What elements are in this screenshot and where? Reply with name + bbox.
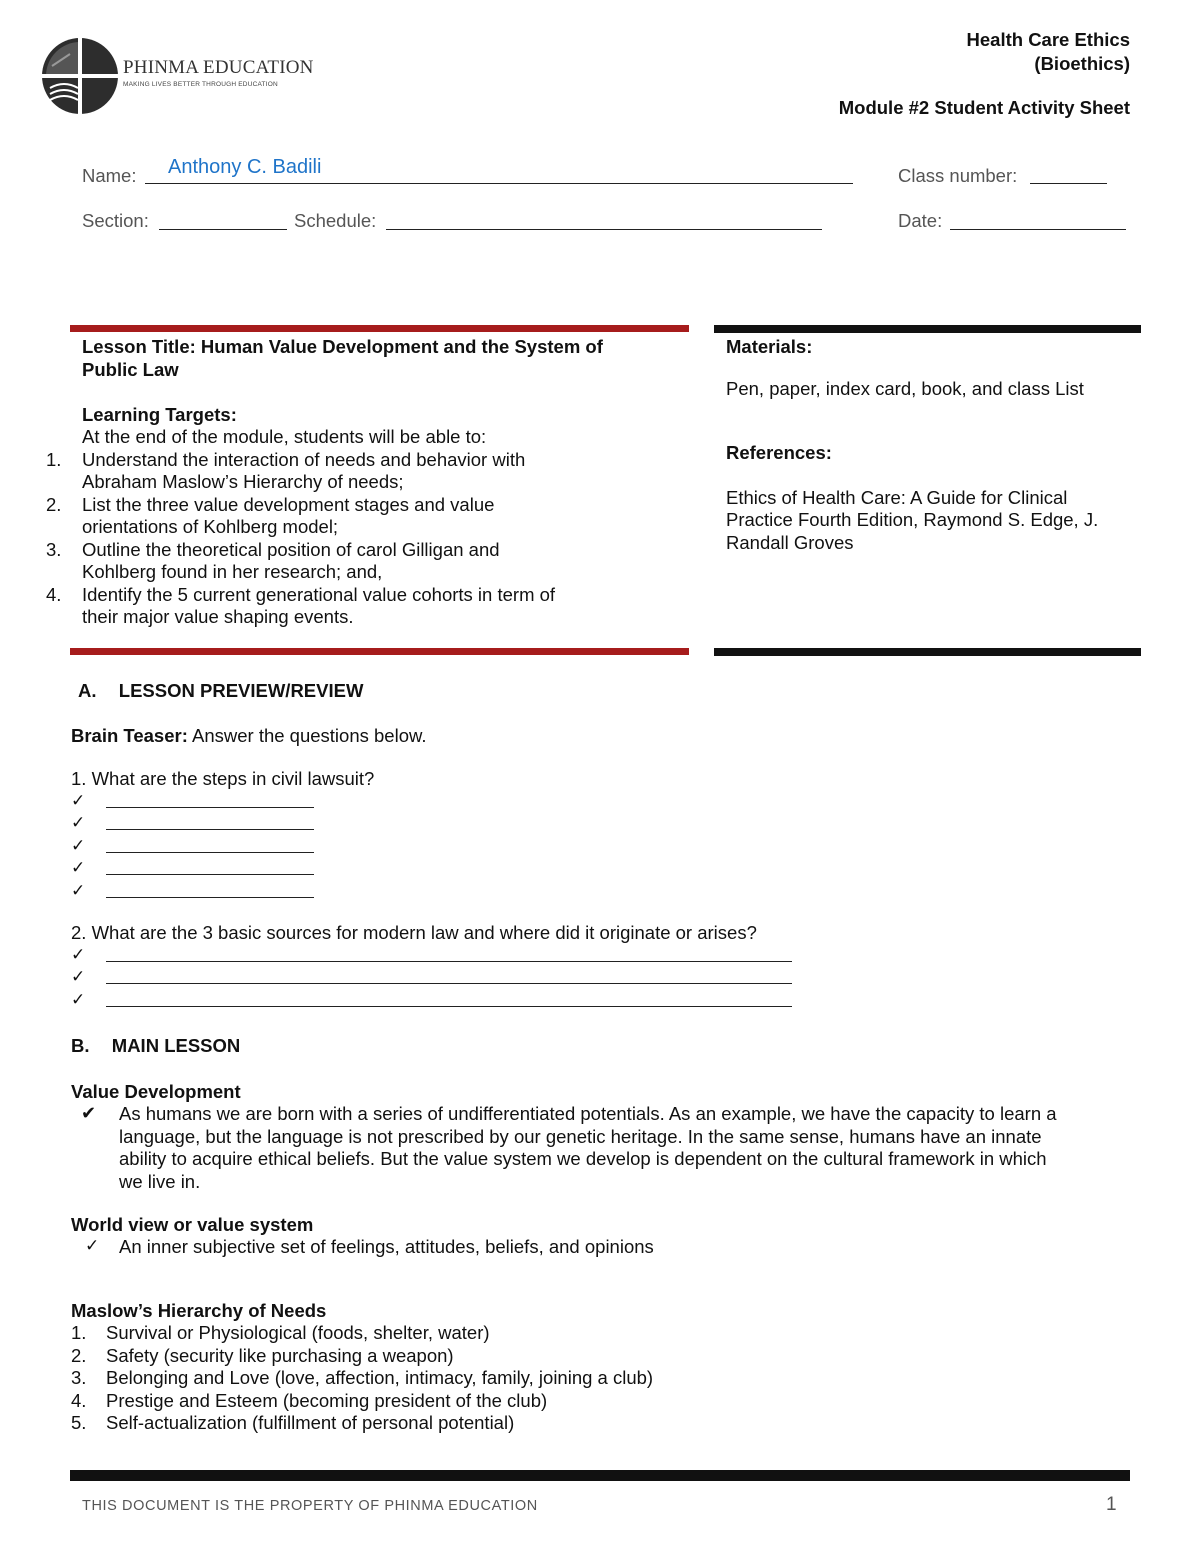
lesson-box-top-rule (70, 325, 689, 332)
phinma-emblem-icon (40, 36, 122, 118)
list-item (71, 1367, 653, 1390)
logo-wordmark: PHINMA EDUCATION (123, 57, 314, 78)
list-text: Kohlberg found in her research; and, (82, 561, 383, 582)
references-line: Practice Fourth Edition, Raymond S. Edge, J. (726, 509, 1099, 530)
paragraph-line: we live in. (119, 1170, 201, 1192)
list-item (12, 539, 682, 584)
learning-targets-heading: Learning Targets: (82, 403, 237, 425)
checkmark-icon: ✓ (71, 945, 86, 964)
answer-row[interactable] (71, 990, 801, 1012)
schedule-field-line[interactable] (386, 229, 822, 230)
footer-rule (70, 1470, 1130, 1481)
list-text: their major value shaping events. (82, 606, 354, 627)
section-field-line[interactable] (159, 229, 287, 230)
class-number-label: Class number: (898, 165, 1018, 186)
name-field-line[interactable] (145, 183, 853, 184)
lesson-box-bottom-rule (70, 648, 689, 655)
list-number: 1. (46, 448, 62, 470)
checkmark-icon: ✓ (71, 990, 86, 1009)
lesson-title-line2: Public Law (82, 358, 179, 380)
answer-line[interactable] (106, 983, 792, 984)
list-item (12, 449, 682, 494)
list-number: 4. (46, 583, 62, 605)
list-text: orientations of Kohlberg model; (82, 516, 339, 537)
paragraph-line: As humans we are born with a series of undifferentiated potentials. As an example, we have the capacity to learn a (119, 1103, 1057, 1124)
checkmark-icon: ✓ (71, 858, 86, 877)
answer-row[interactable] (71, 881, 331, 903)
name-value[interactable]: Anthony C. Badili (168, 156, 322, 178)
checkmark-icon: ✓ (85, 1236, 100, 1255)
footer-text: THIS DOCUMENT IS THE PROPERTY OF PHINMA EDUCATION (82, 1498, 538, 1514)
date-field-line[interactable] (950, 229, 1126, 230)
answer-row[interactable] (71, 858, 331, 880)
list-text: List the three value development stages and value (82, 493, 495, 515)
section-label: Section: (82, 210, 149, 231)
list-number: 2. (71, 1344, 87, 1366)
list-text: Safety (security like purchasing a weapon) (106, 1344, 454, 1366)
lesson-box (46, 336, 682, 629)
worldview-heading: World view or value system (71, 1214, 314, 1235)
answer-line[interactable] (106, 807, 314, 808)
checkmark-icon: ✓ (71, 881, 86, 900)
answer-line[interactable] (106, 829, 314, 830)
question-1: 1. What are the steps in civil lawsuit? (71, 768, 375, 789)
module-title: Module #2 Student Activity Sheet (838, 97, 1130, 118)
section-a-letter: A. (78, 680, 97, 701)
answer-row[interactable] (71, 945, 801, 967)
course-subtitle: (Bioethics) (1034, 53, 1130, 74)
list-text: Prestige and Esteem (becoming president of the club) (106, 1389, 548, 1411)
list-text: Survival or Physiological (foods, shelter, water) (106, 1322, 490, 1343)
maslow-list (71, 1322, 653, 1435)
brain-teaser-text: Answer the questions below. (187, 725, 427, 746)
materials-heading: Materials: (726, 336, 813, 357)
answer-line[interactable] (106, 874, 314, 875)
list-number: 4. (71, 1389, 87, 1411)
materials-text: Pen, paper, index card, book, and class List (726, 377, 1084, 399)
lesson-title-line1: Lesson Title: Human Value Development and the System of (82, 336, 603, 357)
learning-targets-list (12, 449, 682, 629)
section-a-title: LESSON PREVIEW/REVIEW (118, 680, 364, 701)
list-item (71, 1390, 653, 1413)
answer-line[interactable] (106, 852, 314, 853)
references-line: Randall Groves (726, 531, 854, 553)
maslow-heading: Maslow’s Hierarchy of Needs (71, 1300, 327, 1321)
value-development-heading: Value Development (71, 1081, 241, 1102)
schedule-label: Schedule: (294, 210, 377, 231)
checkmark-icon: ✓ (71, 791, 86, 810)
list-item (71, 1322, 653, 1345)
answer-row[interactable] (71, 813, 331, 835)
materials-box (726, 336, 1136, 554)
list-text: Self-actualization (fulfillment of personal potential) (106, 1412, 515, 1433)
list-item (71, 1345, 653, 1368)
logo-tagline: MAKING LIVES BETTER THROUGH EDUCATION (123, 81, 278, 88)
brain-teaser-label: Brain Teaser: (71, 725, 188, 746)
list-item (71, 1412, 653, 1435)
list-text: Outline the theoretical position of carol Gilligan and (82, 538, 500, 560)
course-title: Health Care Ethics (966, 29, 1130, 50)
list-number: 3. (71, 1367, 87, 1388)
references-line: Ethics of Health Care: A Guide for Clinical (726, 486, 1068, 508)
list-text: Identify the 5 current generational value cohorts in term of (82, 583, 556, 605)
section-a-heading (78, 680, 363, 703)
value-development-paragraph (119, 1103, 1129, 1193)
checkmark-icon: ✓ (71, 813, 86, 832)
paragraph-line: ability to acquire ethical beliefs. But the value system we develop is dependent on the cultural framework in which (119, 1148, 1047, 1170)
learning-targets-intro: At the end of the module, students will be able to: (82, 426, 487, 447)
section-b-title: MAIN LESSON (111, 1035, 241, 1056)
checkmark-icon: ✓ (71, 836, 86, 855)
date-label: Date: (898, 210, 943, 231)
checkmark-icon: ✓ (71, 967, 86, 986)
class-number-field-line[interactable] (1030, 183, 1107, 184)
worldview-item: An inner subjective set of feelings, attitudes, beliefs, and opinions (119, 1236, 654, 1257)
answer-line[interactable] (106, 1006, 792, 1007)
answer-line[interactable] (106, 897, 314, 898)
materials-box-top-rule (714, 325, 1141, 333)
answer-row[interactable] (71, 836, 331, 858)
question-2: 2. What are the 3 basic sources for modern law and where did it originate or arises? (71, 922, 757, 943)
list-text: Abraham Maslow’s Hierarchy of needs; (82, 471, 404, 492)
name-label: Name: (82, 165, 137, 186)
materials-box-bottom-rule (714, 648, 1141, 656)
page-number: 1 (1106, 1494, 1117, 1515)
references-heading: References: (726, 442, 832, 463)
heavy-checkmark-icon: ✔ (81, 1103, 97, 1123)
list-number: 5. (71, 1412, 87, 1433)
list-number: 2. (46, 493, 62, 515)
list-item (12, 494, 682, 539)
phinma-logo (40, 36, 314, 118)
answer-line[interactable] (106, 961, 792, 962)
paragraph-line: language, but the language is not prescribed by our genetic heritage. In the same sense, humans have an innate (119, 1125, 1042, 1147)
section-b-letter: B. (71, 1035, 90, 1056)
answer-row[interactable] (71, 791, 331, 813)
brain-teaser (71, 725, 426, 748)
list-text: Belonging and Love (love, affection, intimacy, family, joining a club) (106, 1367, 654, 1388)
list-number: 1. (71, 1322, 87, 1343)
list-number: 3. (46, 538, 62, 560)
answer-row[interactable] (71, 967, 801, 989)
section-b-heading (71, 1035, 240, 1058)
list-item (12, 584, 682, 629)
list-text: Understand the interaction of needs and behavior with (82, 448, 526, 470)
